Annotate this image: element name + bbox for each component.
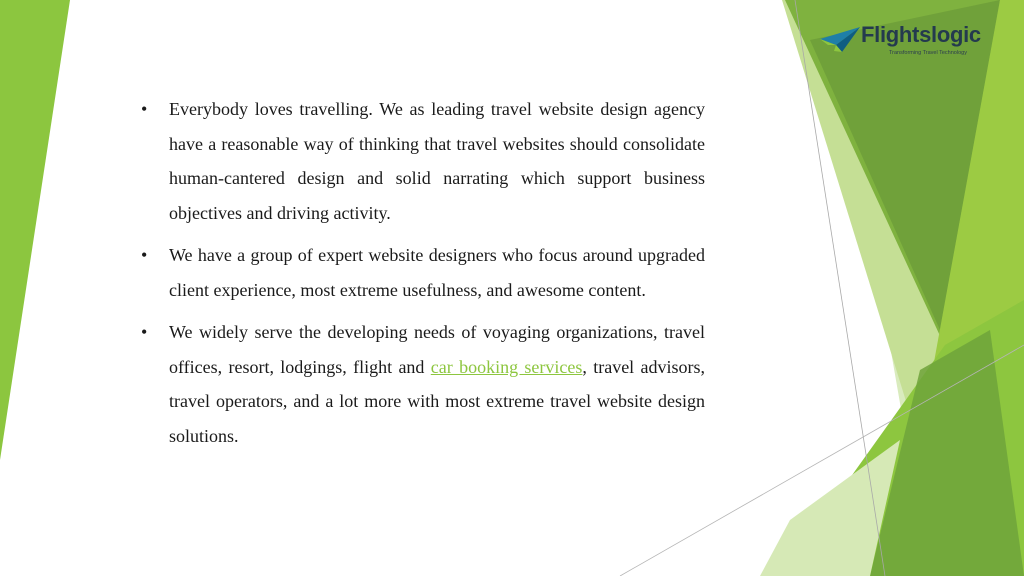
bullet-item	[140, 315, 705, 453]
bullet-symbol: •	[141, 322, 148, 342]
left-green-stripe	[0, 0, 70, 460]
car-booking-services-link[interactable]: car booking services	[430, 356, 583, 377]
bullet-text-after: , travel advisors, travel operators, and a lot more with most extreme travel website design solutions.	[169, 356, 705, 446]
bullet-list	[140, 92, 705, 461]
logo-tagline: Transforming Travel Technology	[889, 50, 967, 56]
paper-plane-icon	[818, 25, 862, 55]
bullet-text-before: We widely serve the developing needs of voyaging organizations, travel offices, resort, lodgings, flight and	[169, 322, 705, 377]
logo-name: Flightslogic	[861, 22, 981, 47]
bullet-symbol: •	[141, 245, 148, 265]
bullet-text: Everybody loves travelling. We as leading travel website design agency have a reasonable way of thinking that travel websites should consolidate human-cantered design and solid narrating which support business objectives and driving activity.	[169, 99, 705, 223]
bullet-item	[140, 92, 705, 230]
bullet-item	[140, 238, 705, 307]
flightslogic-logo	[818, 22, 981, 62]
bullet-symbol: •	[141, 99, 148, 119]
bullet-text: We have a group of expert website designers who focus around upgraded client experience, most extreme usefulness, and awesome content.	[169, 245, 705, 300]
